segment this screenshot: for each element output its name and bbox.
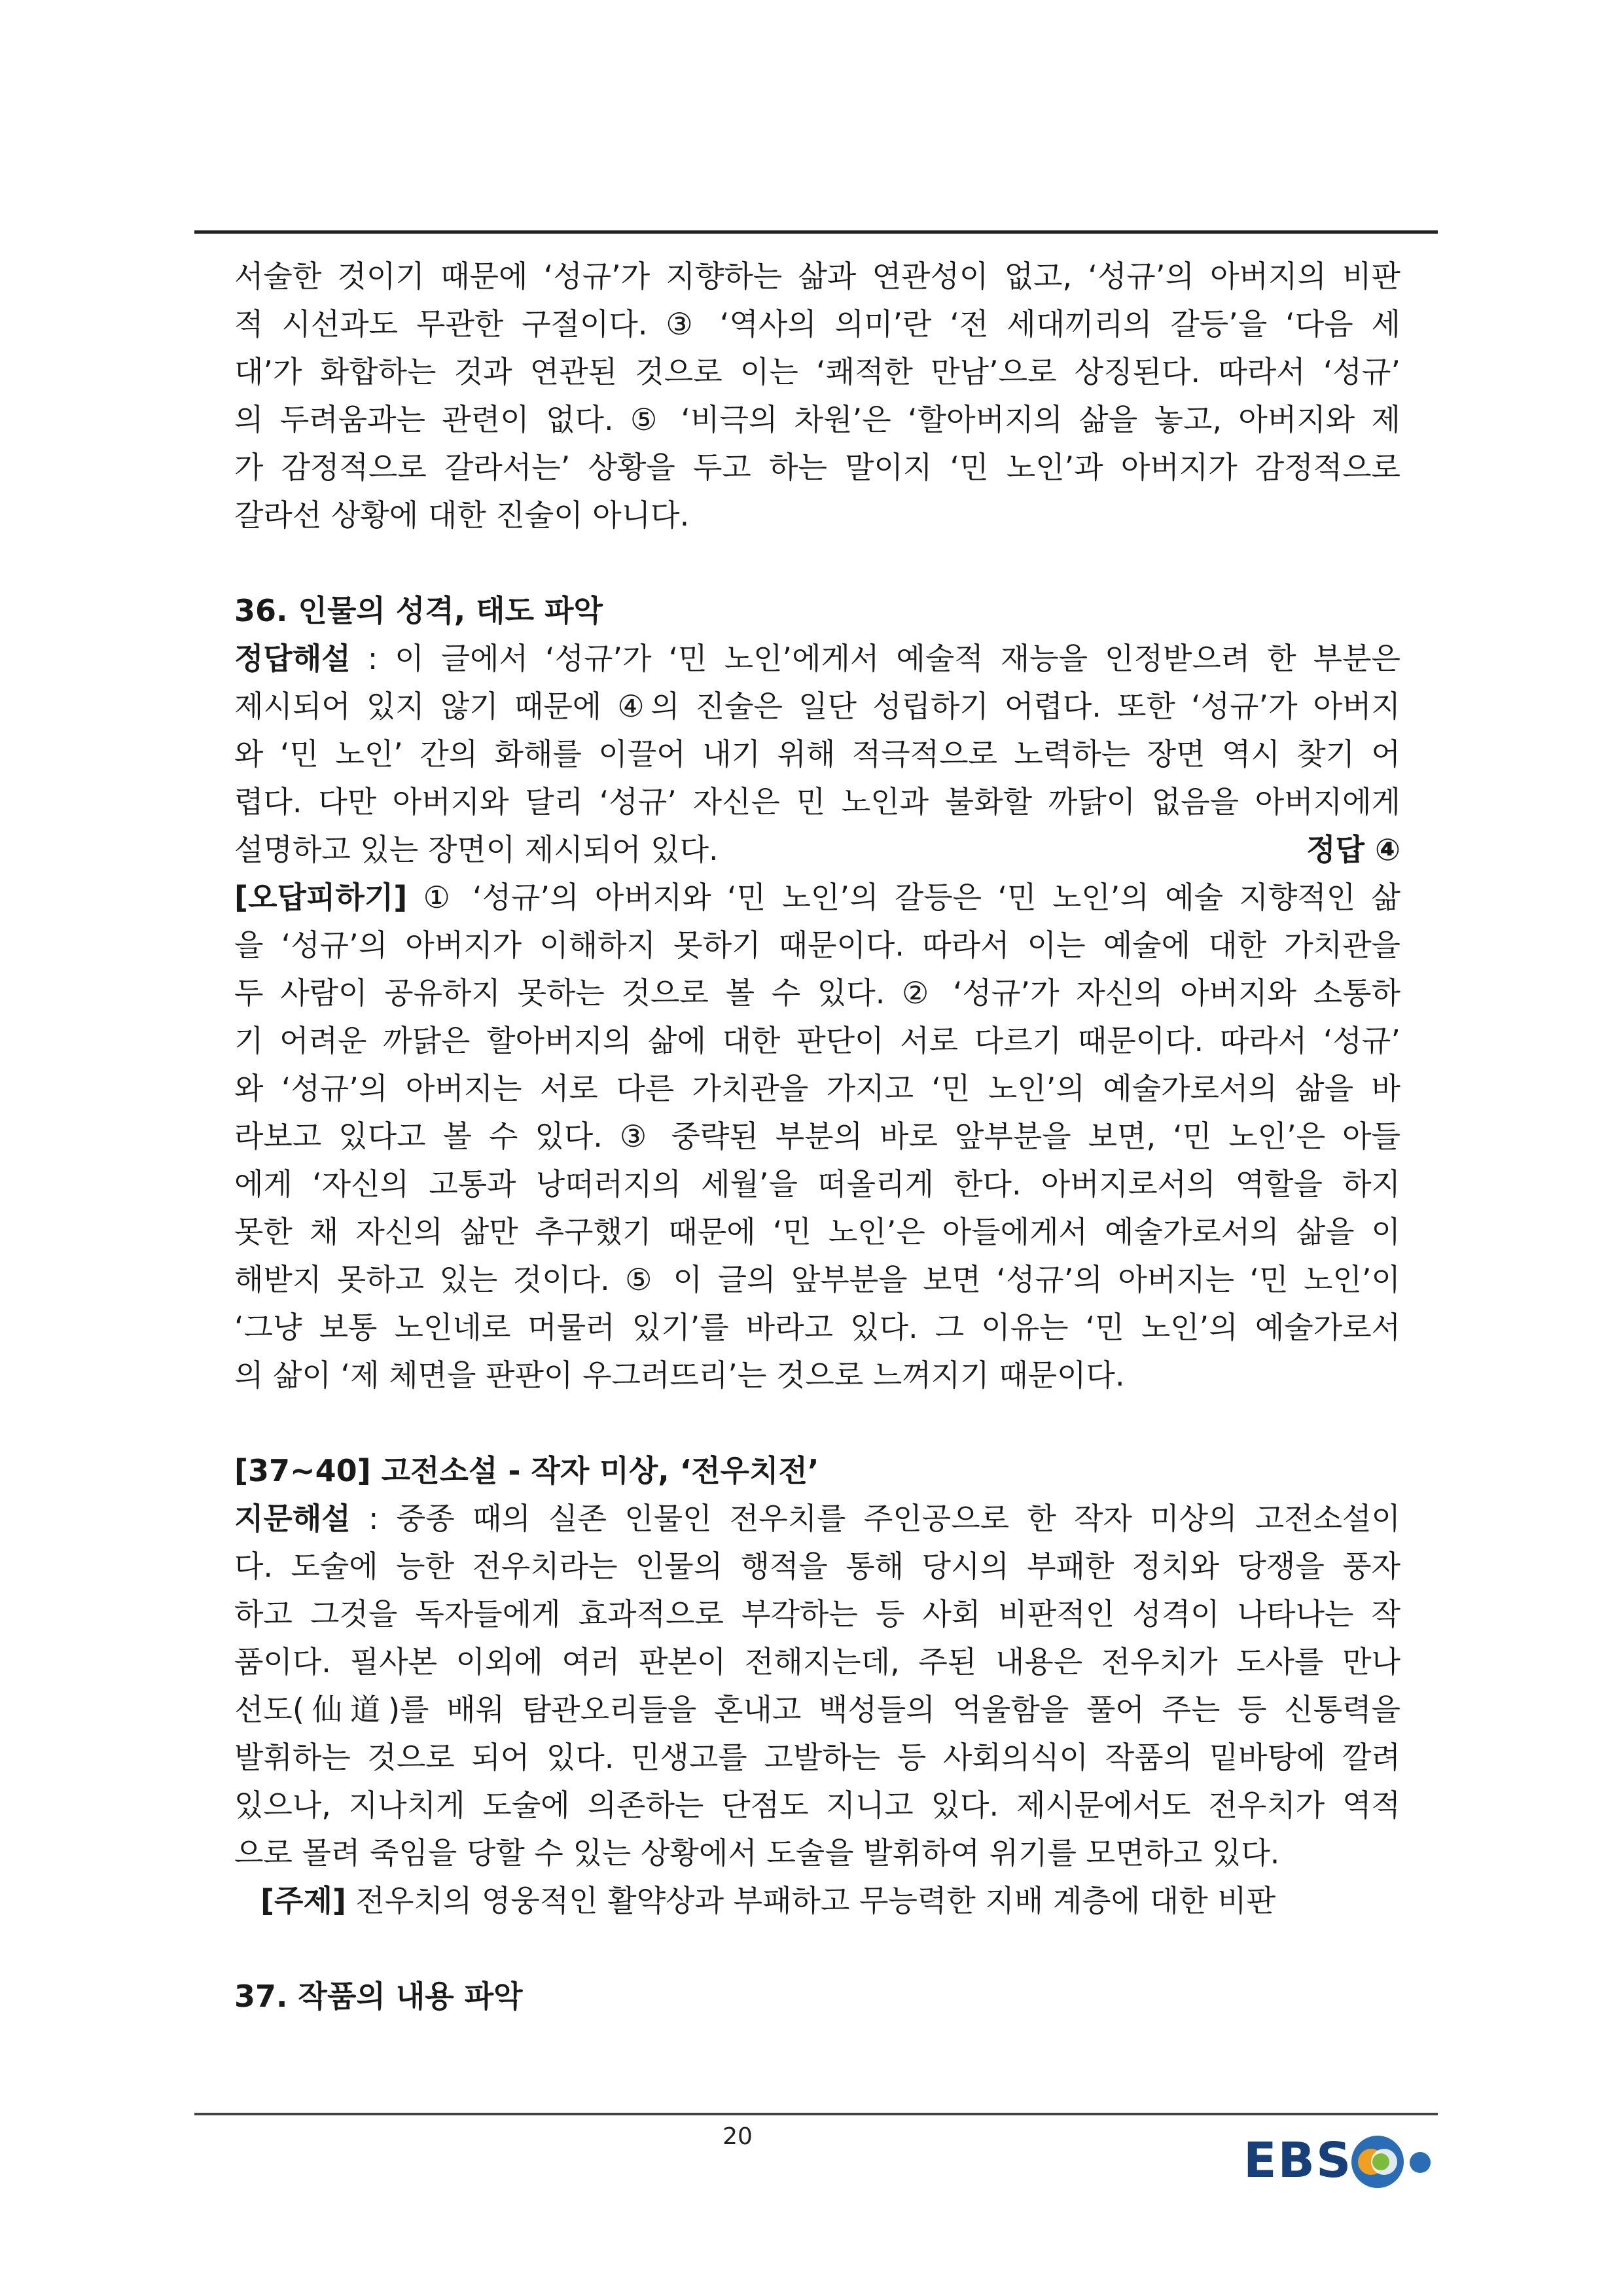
text-line: 가 감정적으로 갈라서는’ 상황을 두고 하는 말이지 ‘민 노인’과 아버지가 감정적으로 xyxy=(234,450,1400,485)
text-line: 해받지 못하고 있는 것이다. ⑤ 이 글의 앞부분을 보면 ‘성규’의 아버지는 ‘민 노인’이 xyxy=(234,1262,1400,1297)
text-line: 선도(仙道)를 배워 탐관오리들을 혼내고 백성들의 억울함을 풀어 주는 등 신통력을 xyxy=(234,1692,1400,1727)
theme-label: [주제] xyxy=(260,1883,346,1918)
wrong-answer-line: [오답피하기] ① ‘성규’의 아버지와 ‘민 노인’의 갈등은 ‘민 노인’의 예술 지향적인 삶 xyxy=(234,880,1400,915)
text-line: 을 ‘성규’의 아버지가 이해하지 못하기 때문이다. 따라서 이는 예술에 대한 가치관을 xyxy=(234,927,1400,963)
text-line: 라보고 있다고 볼 수 있다. ③ 중략된 부분의 바로 앞부분을 보면, ‘민 노인’은 아들 xyxy=(234,1119,1400,1154)
text-line: 적 시선과도 무관한 구절이다. ③ ‘역사의 의미’란 ‘전 세대끼리의 갈등’을 ‘다음 세 xyxy=(234,306,1400,342)
section-heading-36: 36. 인물의 성격, 태도 파악 xyxy=(234,593,603,628)
text-line: 두 사람이 공유하지 못하는 것으로 볼 수 있다. ② ‘성규’가 자신의 아버지와 소통하 xyxy=(234,975,1400,1011)
text-line: 있으나, 지나치게 도술에 의존하는 단점도 지니고 있다. 제시문에서도 전우치가 역적 xyxy=(234,1787,1400,1823)
section-heading-37: 37. 작품의 내용 파악 xyxy=(234,1979,523,2014)
text-line: 제시되어 있지 않기 때문에 ④의 진술은 일단 성립하기 어렵다. 또한 ‘성규’가 아버지 xyxy=(234,689,1400,724)
text-line: 의 삶이 ‘제 체면을 판판이 우그러뜨리’는 것으로 느껴지기 때문이다. xyxy=(234,1357,1125,1393)
section-heading-37-40: [37~40] 고전소설 - 작자 미상, ‘전우치전’ xyxy=(234,1453,819,1488)
answer-explanation-label: 정답해설 xyxy=(234,641,351,676)
passage-explanation-line: 지문해설 : 중종 때의 실존 인물인 전우치를 주인공으로 한 작자 미상의 고전소설이 xyxy=(234,1501,1400,1536)
passage-explanation-label: 지문해설 xyxy=(234,1501,351,1536)
text-line: 에게 ‘자신의 고통과 낭떠러지의 세월’을 떠올리게 한다. 아버지로서의 역할을 하지 xyxy=(234,1166,1400,1202)
text-line: 하고 그것을 독자들에게 효과적으로 부각하는 등 사회 비판적인 성격이 나타나는 작 xyxy=(234,1596,1400,1632)
wrong-answer-label: [오답피하기] xyxy=(234,880,408,915)
answer-explanation-line: 정답해설 : 이 글에서 ‘성규’가 ‘민 노인’에게서 예술적 재능을 인정받으려 한 부분은 xyxy=(234,641,1400,676)
text-line: 설명하고 있는 장면이 제시되어 있다. xyxy=(234,832,719,867)
page-number: 20 xyxy=(722,2123,753,2150)
text-line: 으로 몰려 죽임을 당할 수 있는 상황에서 도술을 발휘하여 위기를 모면하고 있다. xyxy=(234,1835,1280,1871)
page-content xyxy=(234,253,1400,2020)
theme-line: [주제] 전우치의 영웅적인 활약상과 부패하고 무능력한 지배 계층에 대한 비판 xyxy=(260,1883,1276,1918)
header-rule xyxy=(194,230,1438,234)
text-line: 의 두려움과는 관련이 없다. ⑤ ‘비극의 차원’은 ‘할아버지의 삶을 놓고, 아버지와 제 xyxy=(234,402,1400,437)
text-line: ‘그냥 보통 노인네로 머물러 있기’를 바라고 있다. 그 이유는 ‘민 노인’의 예술가로서 xyxy=(234,1310,1400,1345)
ebs-logo-text: EBS xyxy=(1243,2132,1353,2189)
text-line: 대’가 화합하는 것과 연관된 것으로 이는 ‘쾌적한 만남’으로 상징된다. 따라서 ‘성규’ xyxy=(234,354,1400,389)
text-line: 품이다. 필사본 이외에 여러 판본이 전해지는데, 주된 내용은 전우치가 도사를 만나 xyxy=(234,1644,1400,1679)
answer-line xyxy=(234,826,1400,874)
text-line: 서술한 것이기 때문에 ‘성규’가 지향하는 삶과 연관성이 없고, ‘성규’의 아버지의 비판 xyxy=(234,259,1400,294)
text-line: 와 ‘민 노인’ 간의 화해를 이끌어 내기 위해 적극적으로 노력하는 장면 역시 찾기 어 xyxy=(234,736,1400,772)
text-line: 와 ‘성규’의 아버지는 서로 다른 가치관을 가지고 ‘민 노인’의 예술가로서의 삶을 바 xyxy=(234,1071,1400,1106)
text-line: 다. 도술에 능한 전우치라는 인물의 행적을 통해 당시의 부패한 정치와 당쟁을 풍자 xyxy=(234,1549,1400,1584)
text-line: 렵다. 다만 아버지와 달리 ‘성규’ 자신은 민 노인과 불화할 까닭이 없음을 아버지에게 xyxy=(234,784,1400,819)
text-line: 갈라선 상황에 대한 진술이 아니다. xyxy=(234,497,690,533)
ebs-logo xyxy=(1243,2126,1459,2199)
footer-rule xyxy=(194,2113,1438,2115)
text-line: 기 어려운 까닭은 할아버지의 삶에 대한 판단이 서로 다르기 때문이다. 따라서 ‘성규’ xyxy=(234,1023,1400,1058)
answer-mark: 정답 ④ xyxy=(1306,832,1400,867)
text-line: 못한 채 자신의 삶만 추구했기 때문에 ‘민 노인’은 아들에게서 예술가로서의 삶을 이 xyxy=(234,1214,1400,1249)
text-line: 발휘하는 것으로 되어 있다. 민생고를 고발하는 등 사회의식이 작품의 밑바탕에 깔려 xyxy=(234,1740,1400,1775)
